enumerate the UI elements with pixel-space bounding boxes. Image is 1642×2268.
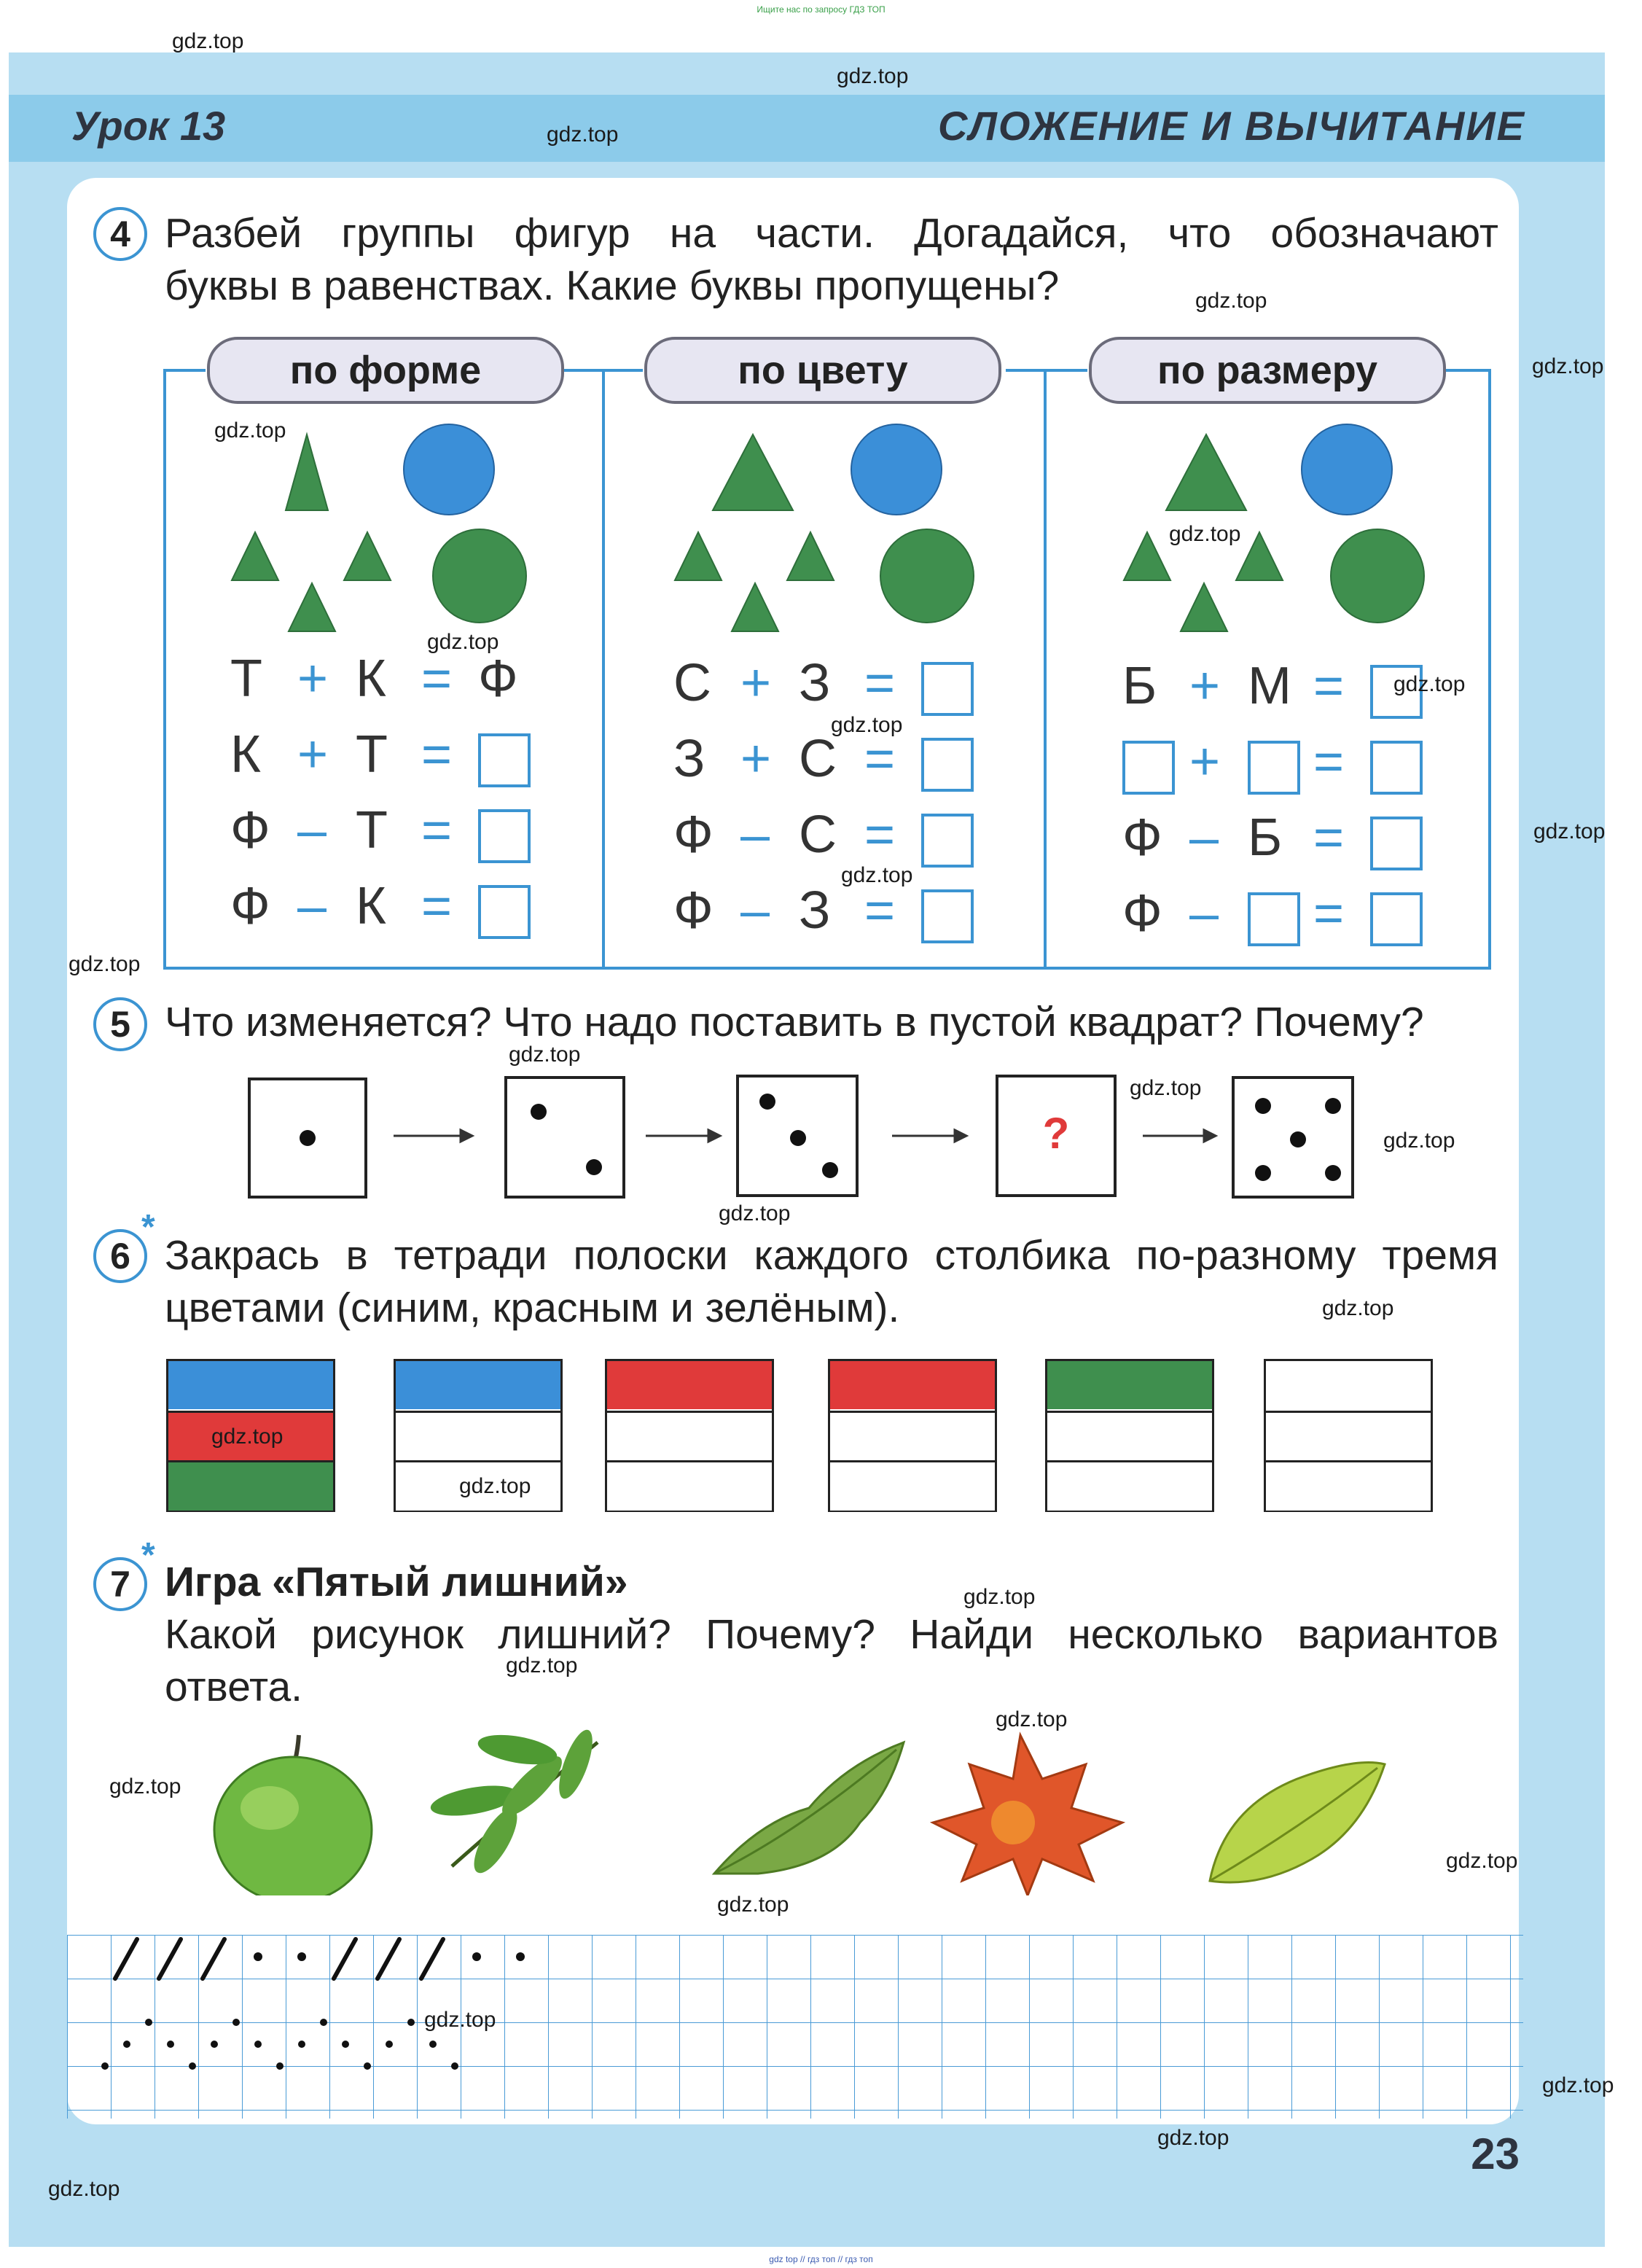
small-triangle (1124, 532, 1170, 580)
equation-letter: К (356, 877, 386, 935)
big-triangle (713, 434, 793, 510)
task5-text: Что изменяется? Что надо поставить в пустой квадрат? Почему? (165, 999, 1424, 1045)
minus-sign: – (740, 806, 770, 864)
answer-box[interactable] (921, 814, 974, 868)
equation-letter: Т (230, 650, 262, 708)
answer-box[interactable] (921, 738, 974, 792)
watermark: gdz.top (1195, 289, 1267, 313)
shapes-group-color (662, 408, 997, 642)
equation-letter: Б (1122, 657, 1157, 715)
dot (472, 1952, 481, 1961)
stripe[interactable] (607, 1460, 772, 1511)
dot (320, 2019, 327, 2026)
arrow-head (955, 1130, 966, 1142)
pictures-row (204, 1721, 1399, 1895)
minus-sign: – (740, 881, 770, 940)
stripe[interactable] (1266, 1361, 1431, 1409)
blue-circle (404, 424, 494, 515)
equation-letter: М (1248, 657, 1291, 715)
dot (298, 2041, 305, 2048)
dot (1325, 1098, 1341, 1114)
watermark: gdz.top (459, 1474, 531, 1498)
answer-box[interactable] (921, 889, 974, 943)
dot (167, 2041, 174, 2048)
answer-box[interactable] (1370, 817, 1423, 870)
dot (189, 2062, 196, 2070)
watermark: gdz.top (509, 1043, 581, 1067)
stripe[interactable] (830, 1411, 995, 1461)
task7-title: Игра «Пятый лишний» (165, 1559, 628, 1605)
equation-letter: Ф (1122, 808, 1162, 867)
task7-text-line1: Какой рисунок лишний? Почему? Найди несколько вариантов (165, 1611, 1498, 1658)
dot (232, 2019, 240, 2026)
minus-sign: – (297, 877, 327, 935)
topic-title: СЛОЖЕНИЕ И ВЫЧИТАНИЕ (937, 103, 1525, 149)
dot (254, 2041, 262, 2048)
small-triangle (675, 532, 722, 580)
watermark: gdz.top (109, 1774, 181, 1799)
minus-sign: – (1189, 808, 1219, 867)
maple-leaf-picture (933, 1735, 1122, 1895)
watermark: gdz.top (1169, 522, 1241, 546)
small-triangle (1181, 583, 1227, 631)
answer-box[interactable] (1122, 741, 1175, 795)
equation-letter: Ф (1122, 884, 1162, 943)
equation-letter: С (799, 806, 837, 864)
stripe[interactable] (607, 1411, 772, 1461)
task4-number: 4 (93, 207, 147, 261)
dot (429, 2041, 437, 2048)
green-circle (880, 529, 974, 623)
question-mark: ? (1042, 1109, 1070, 1158)
equation-letter: Ф (673, 881, 714, 940)
equals-sign: = (421, 650, 453, 708)
task5-number: 5 (93, 997, 147, 1051)
task6-star: * (141, 1208, 155, 1247)
watermark: gdz.top (427, 630, 499, 654)
stripe[interactable] (1266, 1460, 1431, 1511)
answer-box[interactable] (1248, 741, 1300, 795)
equation-letter: З (799, 881, 831, 940)
equals-sign: = (421, 877, 453, 935)
blue-circle (1302, 424, 1392, 515)
answer-box[interactable] (1370, 741, 1423, 795)
watermark: gdz.top (48, 2177, 120, 2201)
answer-box[interactable] (1370, 892, 1423, 946)
tab-by-shape: по форме (207, 337, 564, 404)
equation-letter: Ф (230, 801, 270, 860)
watermark: gdz.top (1157, 2126, 1229, 2150)
watermark: gdz.top (69, 952, 141, 976)
blue-circle (851, 424, 942, 515)
dot (342, 2041, 349, 2048)
dot (822, 1162, 838, 1178)
grid-top-line (1006, 369, 1087, 372)
apple-picture (214, 1735, 372, 1895)
stripe[interactable] (1047, 1411, 1212, 1461)
equals-sign: = (864, 654, 896, 712)
watermark: gdz.top (214, 418, 286, 443)
equals-sign: = (1313, 733, 1345, 791)
equation-letter: Ф (673, 806, 714, 864)
equation-letter: С (799, 730, 837, 788)
minus-sign: – (1189, 884, 1219, 943)
watermark: gdz.top (717, 1893, 789, 1917)
watermark: gdz.top (837, 64, 909, 88)
small-triangle (787, 532, 834, 580)
equation-letter: Ф (478, 650, 518, 708)
equation-letter: К (356, 650, 386, 708)
stripe[interactable] (830, 1460, 995, 1511)
tab-by-color: по цвету (644, 337, 1001, 404)
minus-sign: – (297, 801, 327, 860)
equals-sign: = (864, 881, 896, 940)
arrow-head (461, 1130, 472, 1142)
answer-box[interactable] (478, 809, 531, 863)
stripe[interactable] (1047, 1361, 1212, 1409)
stripe-column-3 (605, 1359, 774, 1512)
stripe-column-5 (1045, 1359, 1214, 1512)
shapes-group-shape (219, 408, 554, 642)
stripe-column-4 (828, 1359, 997, 1512)
site-note-top: Ищите нас по запросу ГДЗ ТОП (757, 4, 885, 15)
equals-sign: = (864, 806, 896, 864)
answer-box[interactable] (478, 885, 531, 939)
task7-text-line2: ответа. (165, 1664, 303, 1710)
dot (516, 1952, 525, 1961)
stripe[interactable] (1266, 1411, 1431, 1461)
equation-letter: К (230, 725, 261, 784)
stripe[interactable] (168, 1460, 333, 1511)
dot (211, 2041, 218, 2048)
equals-sign: = (1313, 884, 1345, 943)
site-note-bottom: gdz top // гдз топ // гдз топ (769, 2254, 873, 2264)
green-circle (433, 529, 526, 623)
task6-number: 6 (93, 1229, 147, 1283)
stripe[interactable] (830, 1361, 995, 1409)
equation-letter: З (799, 654, 831, 712)
answer-box[interactable] (1248, 892, 1300, 946)
lesson-title: Урок 13 (71, 103, 226, 149)
dot (254, 1952, 262, 1961)
watermark: gdz.top (1322, 1296, 1394, 1320)
watermark: gdz.top (1542, 2073, 1614, 2097)
plus-sign: + (1189, 733, 1221, 791)
dot (276, 2062, 284, 2070)
watermark: gdz.top (1533, 819, 1606, 843)
watermark: gdz.top (831, 713, 903, 737)
tab-by-size: по размеру (1089, 337, 1446, 404)
answer-box[interactable] (921, 662, 974, 716)
watermark: gdz.top (506, 1653, 578, 1677)
dot (407, 2019, 415, 2026)
dot (364, 2062, 371, 2070)
grid-cells (67, 1935, 1523, 2119)
oak-leaf-picture (714, 1742, 904, 1874)
dot (1255, 1098, 1271, 1114)
stripe[interactable] (607, 1361, 772, 1409)
watermark: gdz.top (1446, 1849, 1518, 1873)
equation-letter: З (673, 730, 705, 788)
equals-sign: = (421, 801, 453, 860)
watermark: gdz.top (1393, 672, 1466, 696)
watermark: gdz.top (1532, 354, 1604, 378)
dot (1325, 1165, 1341, 1181)
big-triangle (286, 434, 328, 510)
task7-star: * (141, 1536, 155, 1575)
green-circle (1331, 529, 1424, 623)
answer-box[interactable] (478, 733, 531, 787)
arrow-head (708, 1130, 720, 1142)
task6-text-line1: Закрась в тетради полоски каждого столбика по-разному тремя (165, 1232, 1498, 1279)
equation-letter: Т (356, 725, 388, 784)
equals-sign: = (864, 730, 896, 788)
equation-letter: Т (356, 801, 388, 860)
equation-letter: Б (1248, 808, 1283, 867)
plus-sign: + (297, 725, 329, 784)
dot (1255, 1165, 1271, 1181)
stripe[interactable] (396, 1411, 560, 1461)
birch-leaf-picture (1210, 1763, 1385, 1883)
grid-top-line (163, 369, 206, 372)
dot (145, 2019, 152, 2026)
task4-text-line1: Разбей группы фигур на части. Догадайся, что обозначают (165, 210, 1498, 257)
small-triangle (732, 583, 778, 631)
arrow-head (1204, 1130, 1216, 1142)
plus-sign: + (740, 654, 772, 712)
dot (386, 2041, 393, 2048)
grid-divider (602, 369, 605, 968)
watermark: gdz.top (172, 29, 244, 53)
equation-letter: С (673, 654, 711, 712)
watermark: gdz.top (963, 1585, 1036, 1609)
watermark: gdz.top (1130, 1076, 1202, 1100)
watermark: gdz.top (719, 1201, 791, 1225)
plus-sign: + (297, 650, 329, 708)
watermark: gdz.top (841, 863, 913, 887)
small-triangle (232, 532, 278, 580)
task7-number: 7 (93, 1557, 147, 1611)
page-number: 23 (1471, 2129, 1520, 2178)
dot (759, 1094, 775, 1110)
watermark: gdz.top (211, 1425, 284, 1449)
equals-sign: = (1313, 808, 1345, 867)
watermark: gdz.top (424, 2008, 496, 2032)
small-triangle (344, 532, 391, 580)
small-triangle (289, 583, 335, 631)
equals-sign: = (1313, 657, 1345, 715)
equation-letter: Ф (230, 877, 270, 935)
grid-top-line (1443, 369, 1488, 372)
watermark: gdz.top (1383, 1129, 1455, 1153)
stripe-column-6 (1264, 1359, 1433, 1512)
plus-sign: + (740, 730, 772, 788)
watermark: gdz.top (996, 1707, 1068, 1731)
ash-leaf-picture (429, 1726, 599, 1879)
small-triangle (1236, 532, 1283, 580)
task4-text-line2: буквы в равенствах. Какие буквы пропущены? (165, 262, 1060, 309)
stripe[interactable] (168, 1361, 333, 1409)
dot (586, 1159, 602, 1175)
shapes-group-size (1111, 408, 1446, 642)
dot (297, 1952, 306, 1961)
stripe[interactable] (396, 1361, 560, 1409)
dot (123, 2041, 130, 2048)
dot (101, 2062, 109, 2070)
task6-text-line2: цветами (синим, красным и зелёным). (165, 1285, 900, 1331)
watermark: gdz.top (547, 122, 619, 147)
plus-sign: + (1189, 657, 1221, 715)
big-triangle (1166, 434, 1246, 510)
equals-sign: = (421, 725, 453, 784)
dot (531, 1104, 547, 1120)
stripe[interactable] (1047, 1460, 1212, 1511)
grid-divider (1044, 369, 1047, 968)
dot (451, 2062, 458, 2070)
writing-grid (67, 1935, 1523, 2119)
